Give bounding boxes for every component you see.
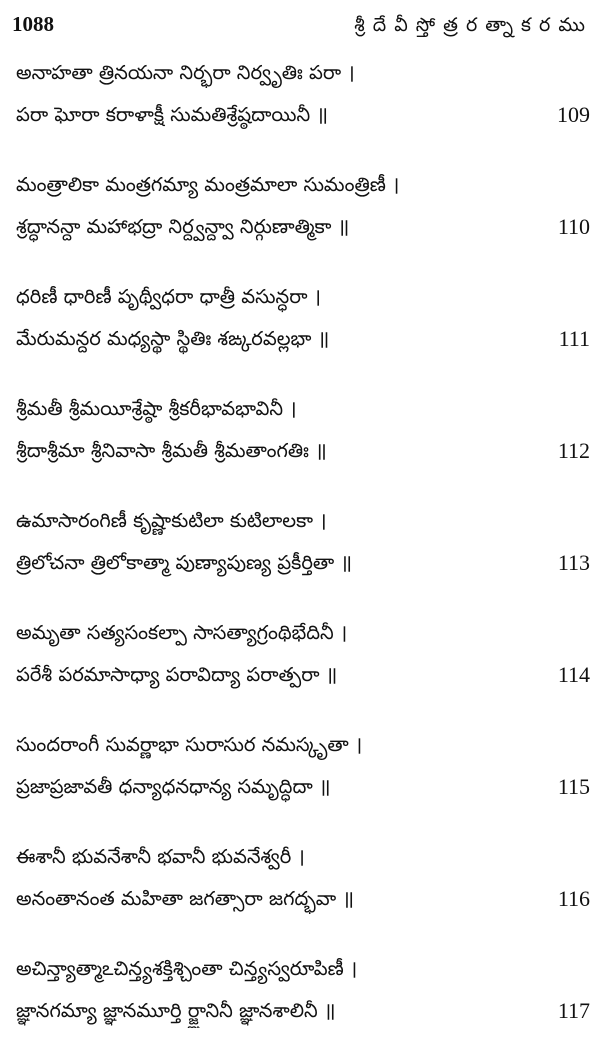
verse-line-1: అమృతా సత్యసంకల్పా సాసత్యాగ్రంథిభేదినీ । (16, 621, 348, 644)
verse-line-2: పరేశీ పరమాసాధ్యా పరావిద్యా పరాత్పరా ॥ (16, 663, 338, 686)
verse-109 (0, 46, 600, 158)
verse-list (0, 46, 600, 1054)
verse-number: 110 (557, 214, 590, 239)
verse-line-2: శ్రద్ధానన్దా మహాభద్రా నిర్ద్వన్ద్వా నిర్గుణాత్మికా ॥ (16, 215, 350, 238)
verse-line-2: అనంతానంత మహితా జగత్సారా జగద్భవా ॥ (16, 887, 355, 910)
verse-number: 117 (557, 998, 590, 1023)
verse-line-1: మంత్రాలికా మంత్రగమ్యా మంత్రమాలా సుమంత్రిణీ । (16, 173, 400, 196)
verse-line-1: ధరిణీ ధారిణీ పృథ్వీధరా ధాత్రీ వసున్ధరా । (16, 285, 322, 308)
verse-114 (0, 606, 600, 718)
verse-number: 109 (557, 102, 590, 127)
verse-line-2: మేరుమన్దర మధ్యస్థా స్థితిః శఙ్కరవల్లభా ॥ (16, 327, 330, 350)
verse-line-1: అచిన్త్యాత్మాఽచిన్త్యశక్తిశ్చింతా చిన్త్యస్వరూపిణీ । (16, 957, 358, 980)
verse-number: 113 (557, 550, 590, 575)
page-number: 1088 (12, 12, 54, 36)
verse-line-2: త్రిలోచనా త్రిలోకాత్మా పుణ్యాపుణ్య ప్రకీర్తితా ॥ (16, 551, 353, 574)
verse-number: 111 (558, 326, 590, 351)
verse-line-1: సుందరాంగీ సువర్ణాభా సురాసుర నమస్కృతా । (16, 733, 363, 756)
verse-line-2: జ్ఞానగమ్యా జ్ఞానమూర్తి ర్జ్ఞానినీ జ్ఞానశాలినీ ॥ (16, 999, 336, 1022)
verse-line-2: శ్రీదాశ్రీమా శ్రీనివాసా శ్రీమతీ శ్రీమతాంగతిః ॥ (16, 439, 327, 462)
verse-116 (0, 830, 600, 942)
verse-117 (0, 942, 600, 1054)
verse-110 (0, 158, 600, 270)
verse-number: 115 (557, 774, 590, 799)
verse-115 (0, 718, 600, 830)
verse-line-1: అనాహతా త్రినయనా నిర్భరా నిర్వృతిః పరా । (16, 61, 355, 84)
verse-line-1: ఉమాసారంగిణీ కృష్ణాకుటిలా కుటిలాలకా । (16, 509, 327, 532)
verse-113 (0, 494, 600, 606)
running-title: శ్రీ దే వీ స్తో త్ర ర త్నా క ర ము (354, 14, 586, 36)
verse-number: 116 (557, 886, 590, 911)
verse-line-1: ఈశానీ భువనేశానీ భవానీ భువనేశ్వరీ । (16, 845, 305, 868)
verse-line-2: పరా ఘోరా కరాళాక్షీ సుమతిశ్రేష్ఠదాయినీ ॥ (16, 103, 329, 126)
verse-number: 114 (557, 662, 590, 687)
verse-line-1: శ్రీమతీ శ్రీమయీశ్రేష్ఠా శ్రీకరీభావభావినీ । (16, 397, 297, 420)
verse-number: 112 (557, 438, 590, 463)
verse-112 (0, 382, 600, 494)
verse-111 (0, 270, 600, 382)
page-header (12, 12, 586, 42)
verse-line-2: ప్రజాప్రజావతీ ధన్యాధనధాన్య సమృద్ధిదా ॥ (16, 775, 331, 798)
